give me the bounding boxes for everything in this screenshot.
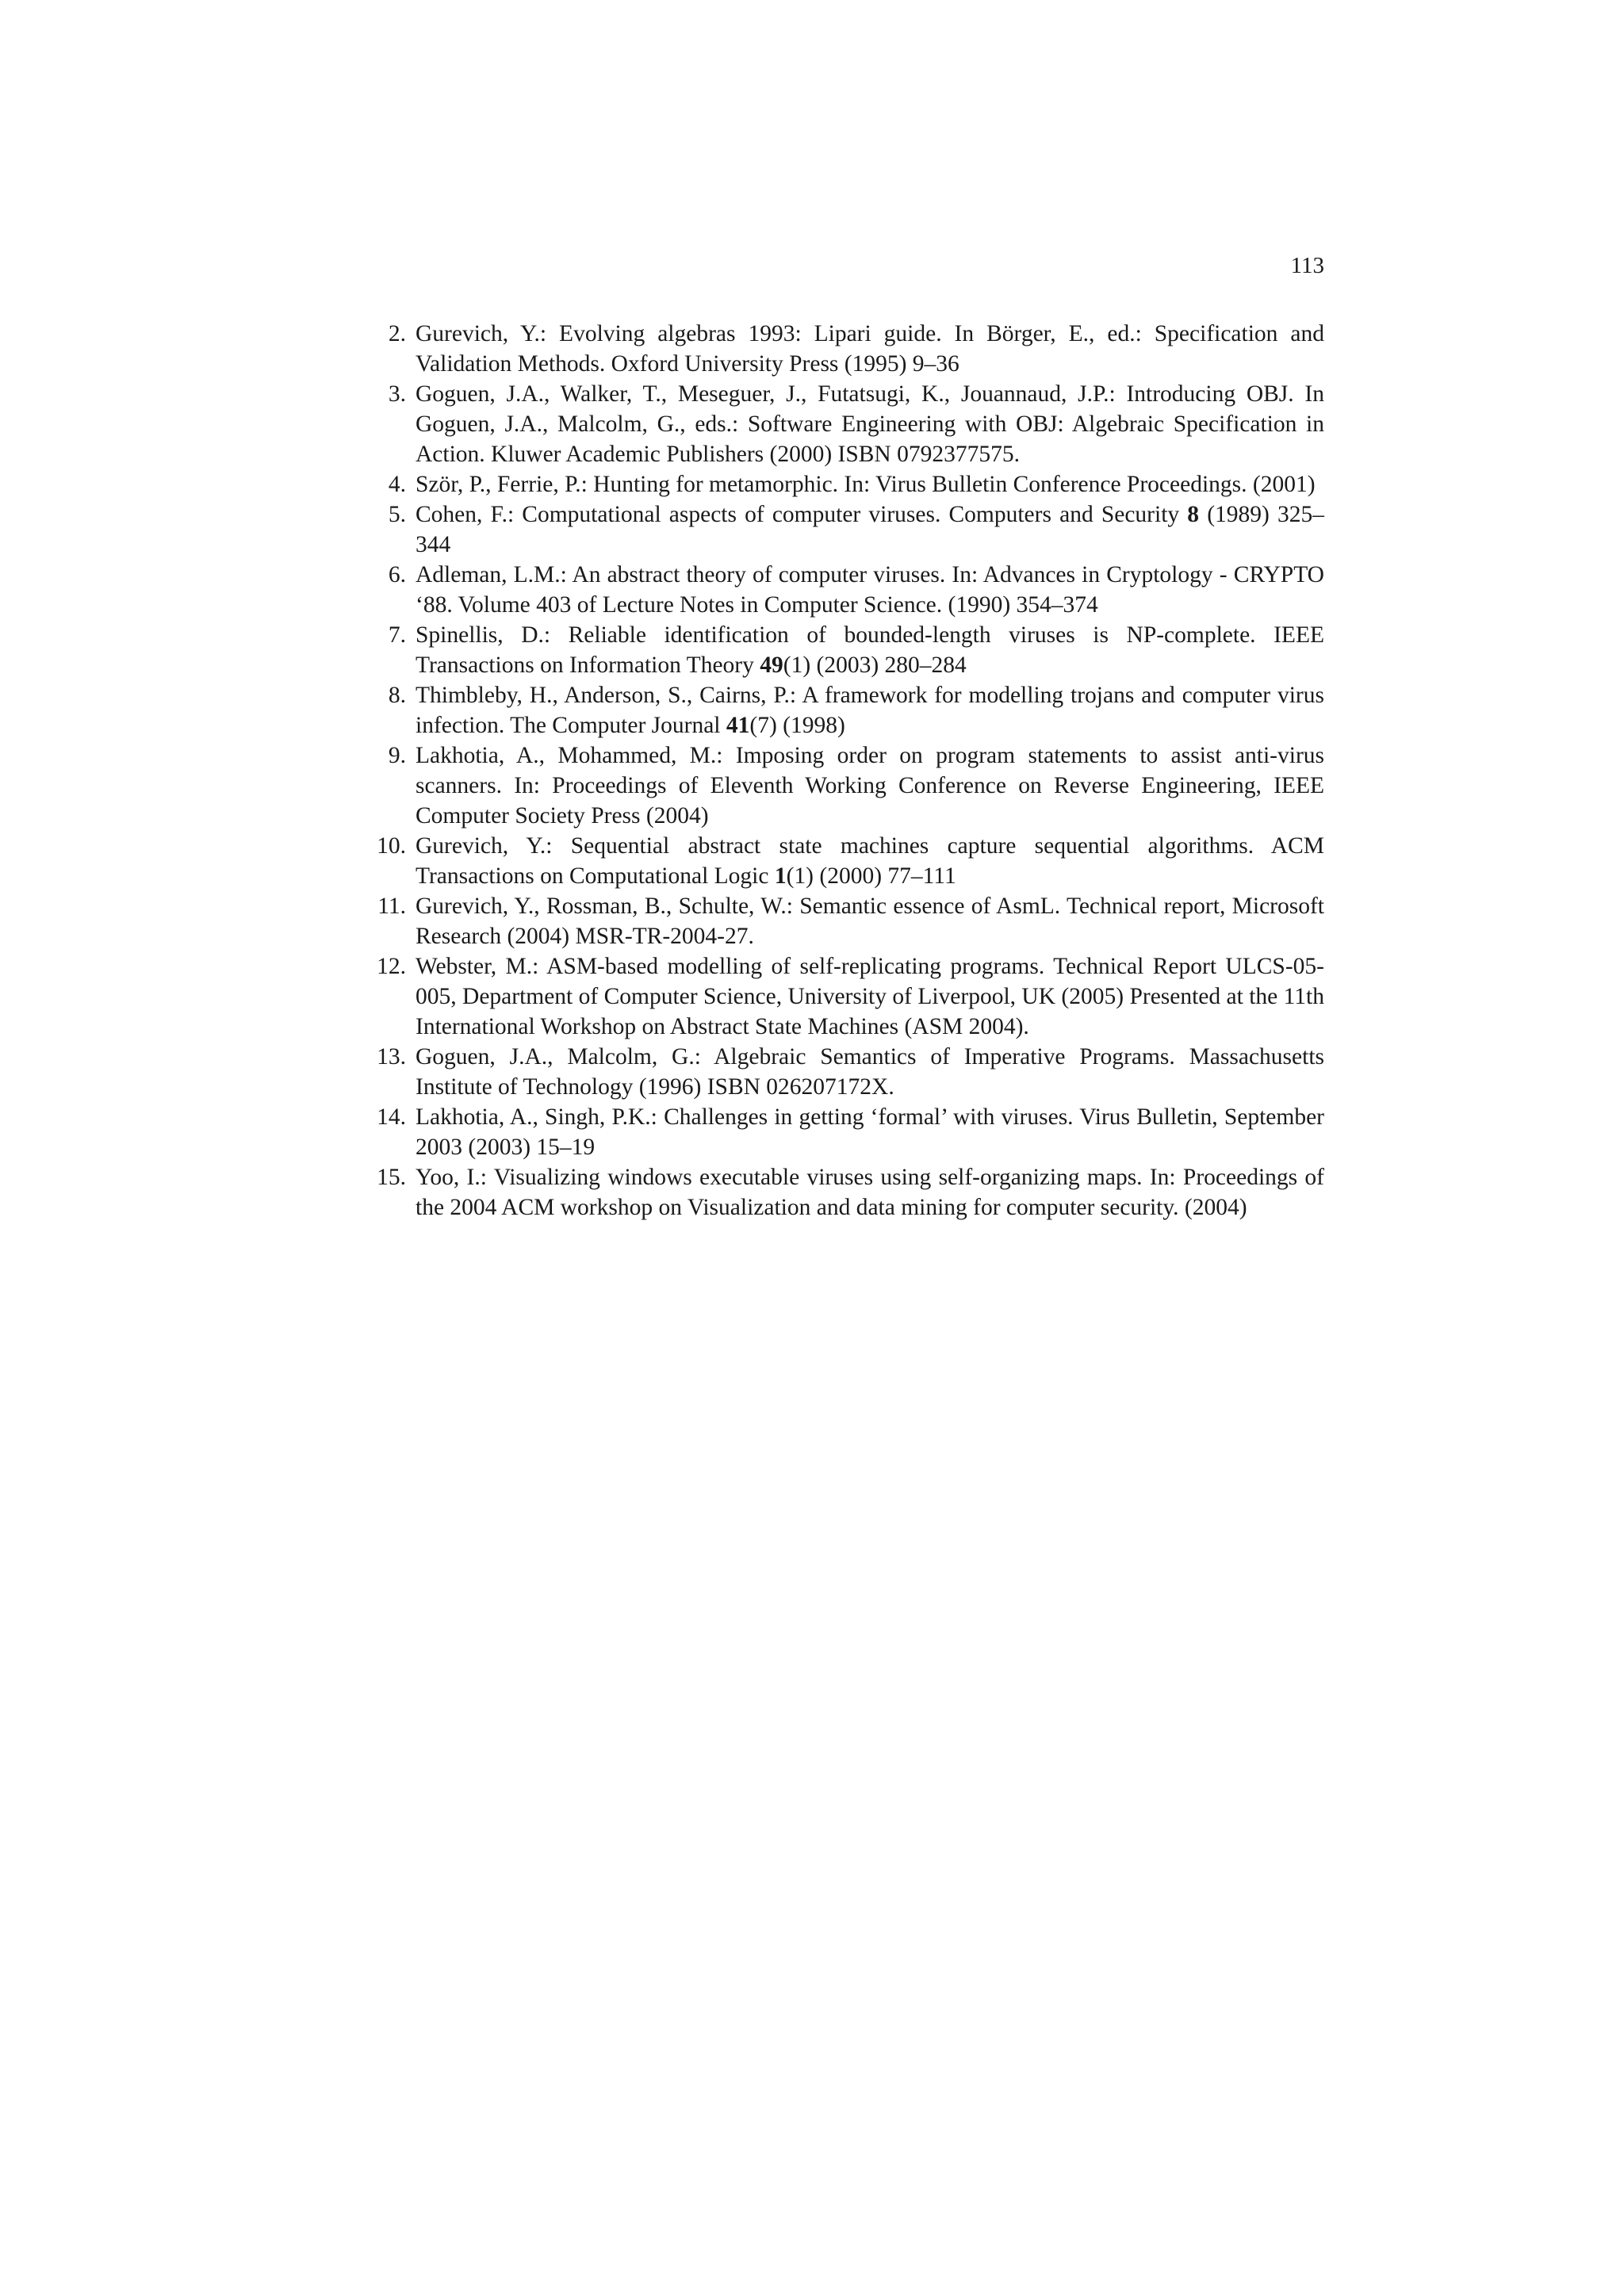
reference-text — [416, 381, 1324, 467]
reference-item — [365, 620, 1324, 680]
reference-item — [365, 831, 1324, 891]
reference-number: 3. — [388, 381, 406, 407]
reference-text-segment: (1) (2003) 280–284 — [783, 652, 967, 678]
reference-volume: 1 — [774, 863, 787, 889]
reference-text — [416, 1165, 1324, 1220]
reference-item — [365, 951, 1324, 1042]
reference-text-segment: Gurevich, Y.: Evolving algebras 1993: Lipari guide. In Börger, E., ed.: Specification and Validation Methods. Oxford University Press (1995) 9–36 — [416, 321, 1324, 377]
reference-text — [416, 321, 1324, 377]
reference-item — [365, 1042, 1324, 1102]
reference-text-segment: Gurevich, Y.: Sequential abstract state machines capture sequential algorithms. ACM Transactions on Computational Logic — [416, 833, 1324, 889]
reference-text — [416, 894, 1324, 949]
reference-text-segment: (7) (1998) — [749, 713, 845, 738]
reference-text — [416, 683, 1324, 738]
reference-text-segment: Yoo, I.: Visualizing windows executable viruses using self-organizing maps. In: Proceedings of the 2004 ACM workshop on Visualization and data mining for computer security. (2004) — [416, 1165, 1324, 1220]
reference-number: 7. — [388, 622, 406, 648]
reference-text-segment: Adleman, L.M.: An abstract theory of computer viruses. In: Advances in Cryptology - CRYPTO ‘88. Volume 403 of Lecture Notes in Computer Science. (1990) 354–374 — [416, 562, 1324, 618]
reference-number: 15. — [377, 1165, 406, 1190]
reference-number: 4. — [388, 472, 406, 497]
reference-volume: 49 — [760, 652, 783, 678]
reference-volume: 41 — [726, 713, 750, 738]
reference-text — [416, 743, 1324, 828]
reference-text — [416, 562, 1324, 618]
reference-text-segment: Ször, P., Ferrie, P.: Hunting for metamorphic. In: Virus Bulletin Conference Proceedings. (2001) — [416, 472, 1316, 497]
reference-text-segment: (1989) 325–344 — [416, 502, 1324, 557]
reference-volume: 8 — [1187, 502, 1200, 527]
reference-number: 10. — [377, 833, 406, 859]
reference-number: 13. — [377, 1044, 406, 1070]
reference-text-segment: Goguen, J.A., Malcolm, G.: Algebraic Semantics of Imperative Programs. Massachusetts Institute of Technology (1996) ISBN 026207172X. — [416, 1044, 1324, 1100]
reference-number: 9. — [388, 743, 406, 768]
reference-number: 11. — [377, 894, 406, 919]
reference-item — [365, 499, 1324, 560]
reference-text — [416, 502, 1324, 557]
reference-number: 14. — [377, 1104, 406, 1130]
reference-text-segment: Gurevich, Y., Rossman, B., Schulte, W.: Semantic essence of AsmL. Technical report, Microsoft Research (2004) MSR-TR-2004-27. — [416, 894, 1324, 949]
reference-text — [416, 622, 1324, 678]
reference-item — [365, 1102, 1324, 1162]
reference-item — [365, 680, 1324, 740]
reference-text-segment: Cohen, F.: Computational aspects of computer viruses. Computers and Security — [416, 502, 1188, 527]
reference-item — [365, 469, 1324, 499]
reference-text-segment: Spinellis, D.: Reliable identification of bounded-length viruses is NP-complete. IEEE Transactions on Information Theory — [416, 622, 1324, 678]
reference-text — [416, 1044, 1324, 1100]
reference-number: 5. — [388, 502, 406, 527]
reference-item — [365, 740, 1324, 831]
reference-text-segment: (1) (2000) 77–111 — [786, 863, 956, 889]
reference-text-segment: Lakhotia, A., Singh, P.K.: Challenges in getting ‘formal’ with viruses. Virus Bulletin, September 2003 (2003) 15–19 — [416, 1104, 1324, 1160]
reference-number: 8. — [388, 683, 406, 708]
reference-number: 6. — [388, 562, 406, 587]
reference-text — [416, 833, 1324, 889]
reference-number: 2. — [388, 321, 406, 346]
reference-text — [416, 954, 1324, 1039]
page-number: 113 — [1290, 253, 1324, 278]
reference-item — [365, 379, 1324, 469]
reference-text-segment: Thimbleby, H., Anderson, S., Cairns, P.: A framework for modelling trojans and computer virus infection. The Computer Journal — [416, 683, 1324, 738]
reference-text-segment: Lakhotia, A., Mohammed, M.: Imposing order on program statements to assist anti-virus scanners. In: Proceedings of Eleventh Working Conference on Reverse Engineering, IEEE Computer Society Press (2004) — [416, 743, 1324, 828]
reference-item — [365, 891, 1324, 951]
reference-item — [365, 1162, 1324, 1223]
reference-item — [365, 319, 1324, 379]
reference-list — [365, 319, 1324, 1223]
reference-item — [365, 560, 1324, 620]
reference-text — [416, 1104, 1324, 1160]
reference-text-segment: Goguen, J.A., Walker, T., Meseguer, J., Futatsugi, K., Jouannaud, J.P.: Introducing OBJ. In Goguen, J.A., Malcolm, G., eds.: Software Engineering with OBJ: Algebraic Specification in Action. Kluwer Academic Publishers (2000) ISBN 0792377575. — [416, 381, 1324, 467]
reference-text-segment: Webster, M.: ASM-based modelling of self-replicating programs. Technical Report ULCS-05-005, Department of Computer Science, University of Liverpool, UK (2005) Presented at the 11th International Workshop on Abstract State Machines (ASM 2004). — [416, 954, 1324, 1039]
reference-number: 12. — [377, 954, 406, 979]
reference-text — [416, 472, 1316, 497]
